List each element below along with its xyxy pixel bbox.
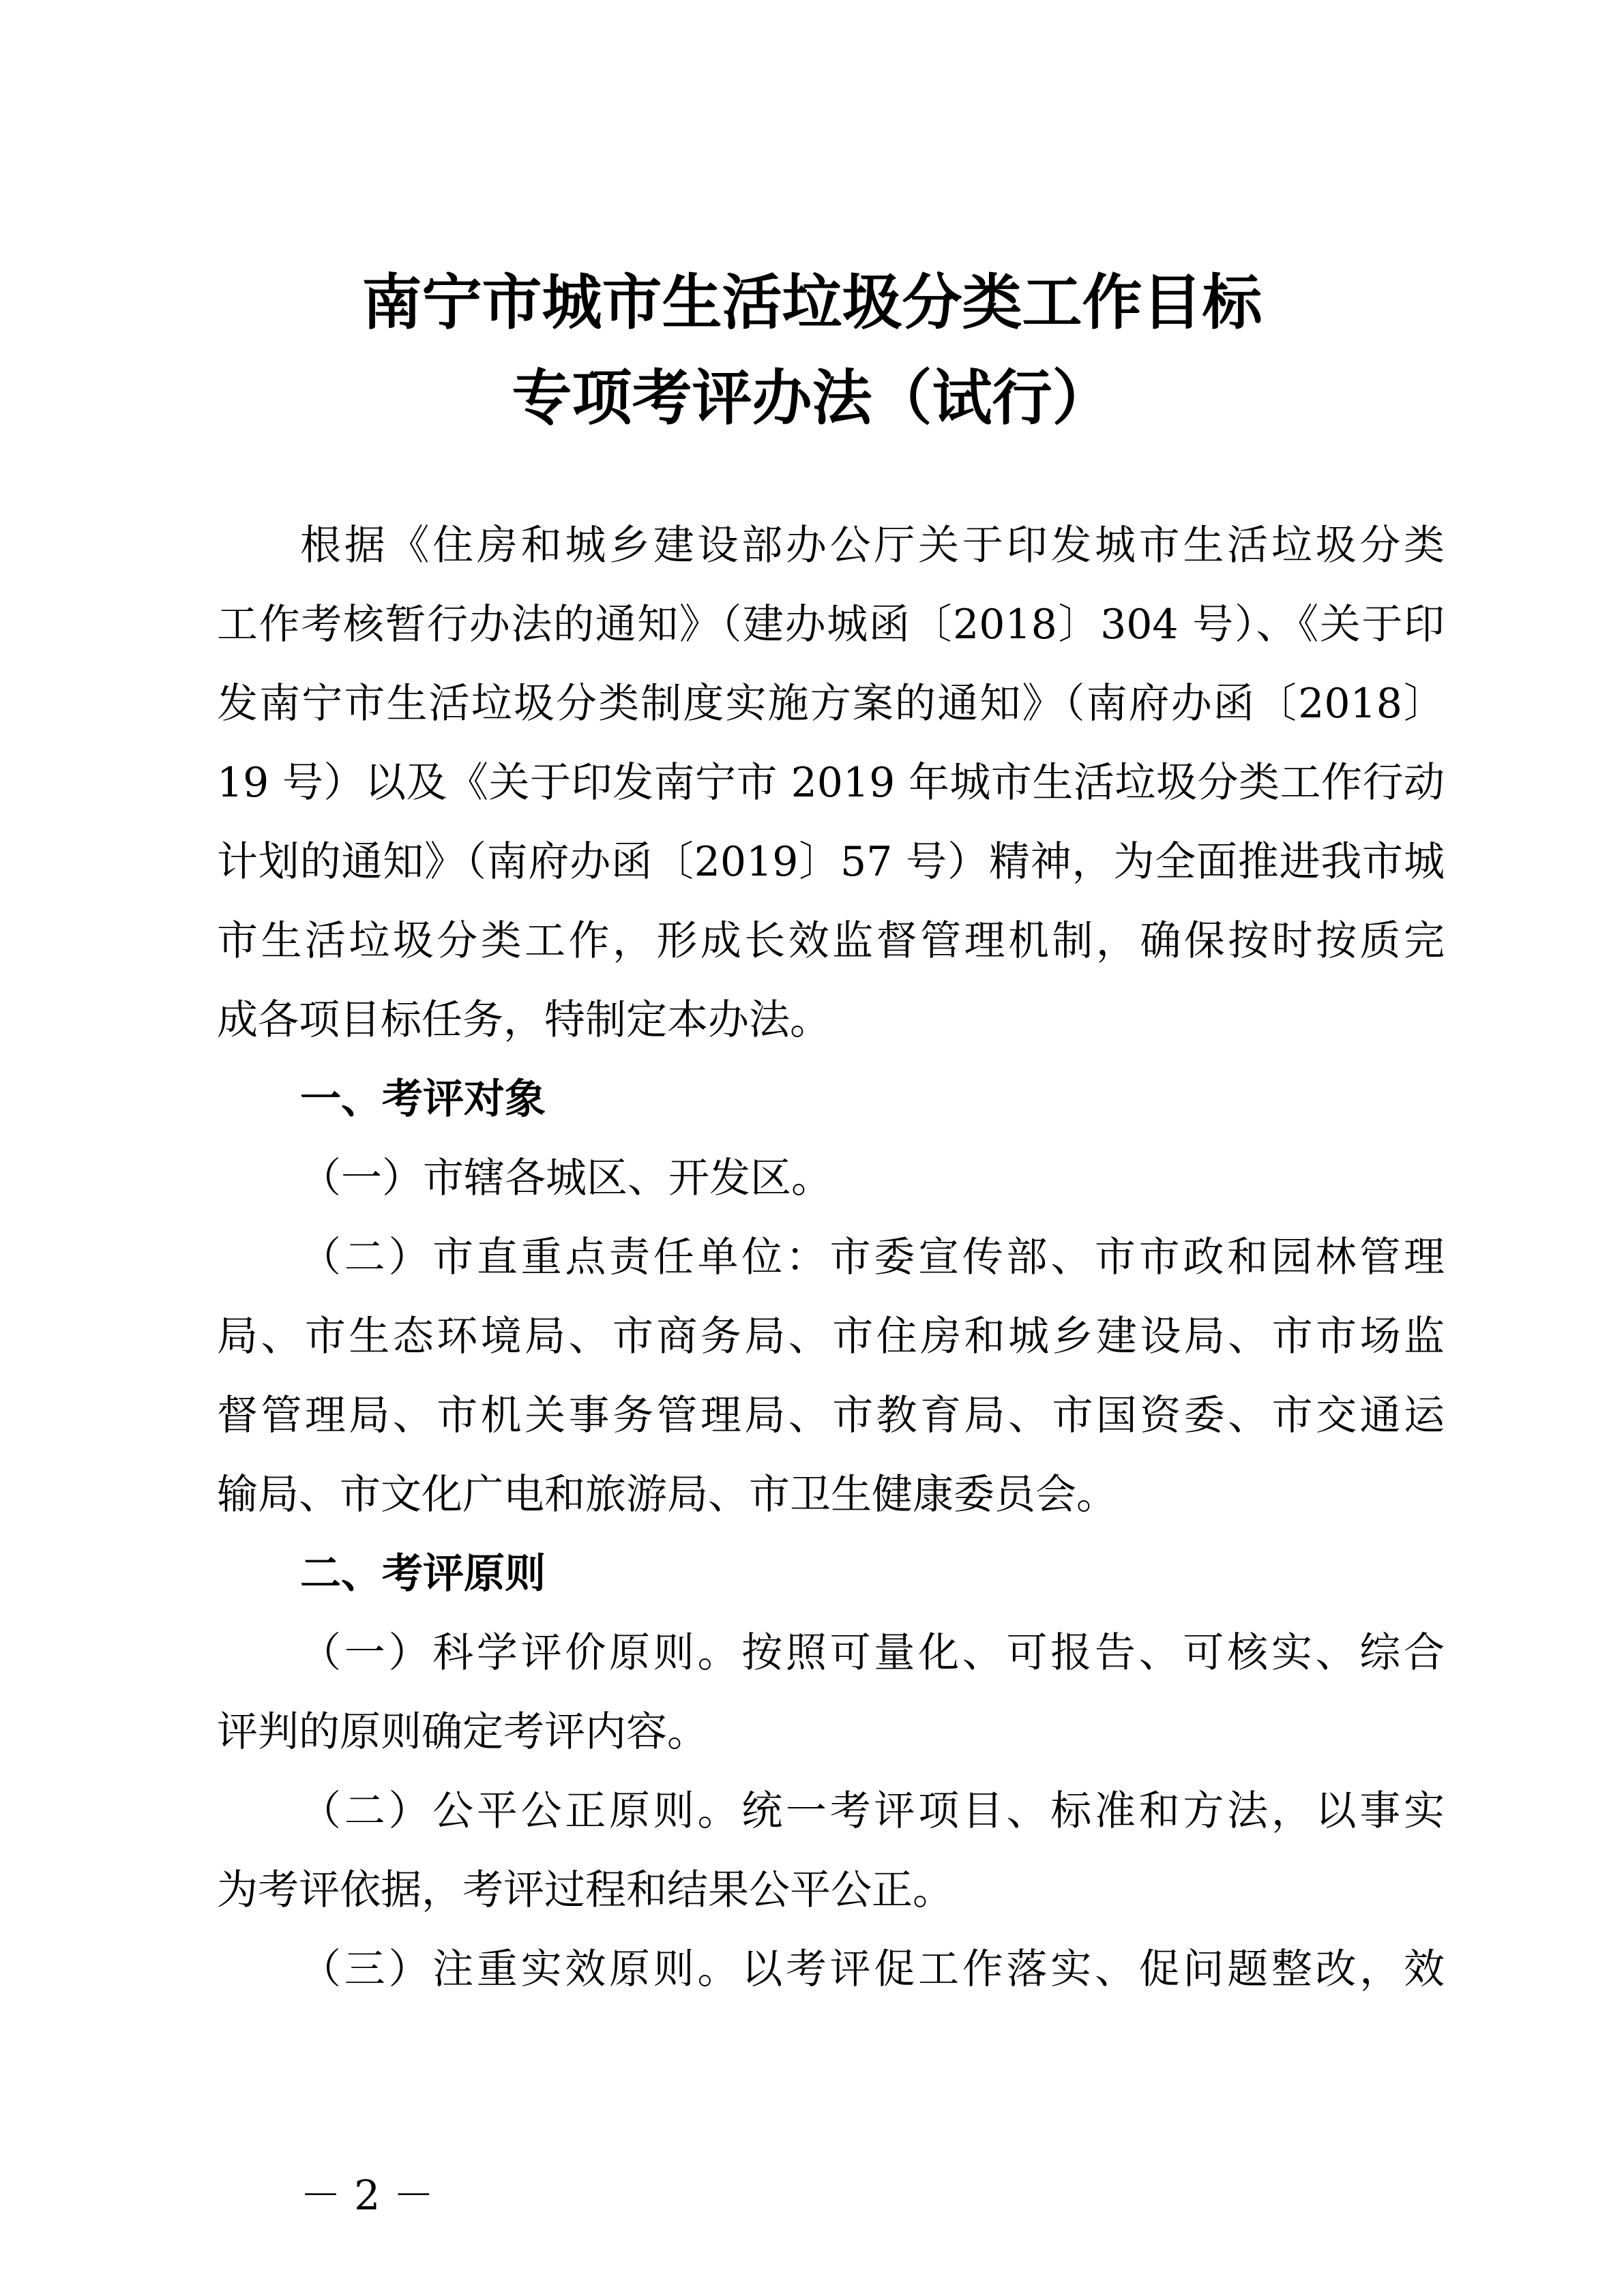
intro-line: 计划的通知》（南府办函〔2019〕57 号）精神，为全面推进我市城 bbox=[217, 838, 1445, 886]
section-heading-evaluation-principles: 二、考评原则 bbox=[300, 1550, 546, 1598]
document-title-line-2: 专项考评办法（试行） bbox=[512, 363, 1112, 433]
page-number: － 2 － bbox=[300, 2172, 434, 2220]
document-title-line-1: 南宁市城市生活垃圾分类工作目标 bbox=[361, 267, 1263, 338]
section1-item-1: （一）市辖各城区、开发区。 bbox=[300, 1154, 832, 1202]
section1-item-2-line: （二）市直重点责任单位：市委宣传部、市市政和园林管理 bbox=[300, 1234, 1445, 1281]
intro-line: 工作考核暂行办法的通知》（建办城函〔2018〕304 号）、《关于印 bbox=[217, 601, 1445, 648]
section2-item-1-line: （一）科学评价原则。按照可量化、可报告、可核实、综合 bbox=[300, 1629, 1445, 1677]
section1-item-2-line: 输局、市文化广电和旅游局、市卫生健康委员会。 bbox=[217, 1471, 1117, 1519]
intro-line: 发南宁市生活垃圾分类制度实施方案的通知》（南府办函〔2018〕 bbox=[217, 680, 1445, 728]
intro-line: 市生活垃圾分类工作，形成长效监督管理机制，确保按时按质完 bbox=[217, 917, 1445, 965]
intro-line: 成各项目标任务，特制定本办法。 bbox=[217, 996, 831, 1044]
section2-item-2-line: （二）公平公正原则。统一考评项目、标准和方法，以事实 bbox=[300, 1787, 1445, 1835]
section2-item-2-line: 为考评依据，考评过程和结果公平公正。 bbox=[217, 1866, 954, 1914]
intro-line: 根据《住房和城乡建设部办公厅关于印发城市生活垃圾分类 bbox=[300, 522, 1445, 569]
section1-item-2-line: 督管理局、市机关事务管理局、市教育局、市国资委、市交通运 bbox=[217, 1392, 1445, 1440]
section2-item-3-line: （三）注重实效原则。以考评促工作落实、促问题整改，效 bbox=[300, 1945, 1445, 1993]
section2-item-1-line: 评判的原则确定考评内容。 bbox=[217, 1708, 708, 1756]
section-heading-evaluation-targets: 一、考评对象 bbox=[300, 1075, 546, 1123]
intro-line: 19 号）以及《关于印发南宁市 2019 年城市生活垃圾分类工作行动 bbox=[217, 759, 1445, 807]
section1-item-2-line: 局、市生态环境局、市商务局、市住房和城乡建设局、市市场监 bbox=[217, 1313, 1445, 1360]
